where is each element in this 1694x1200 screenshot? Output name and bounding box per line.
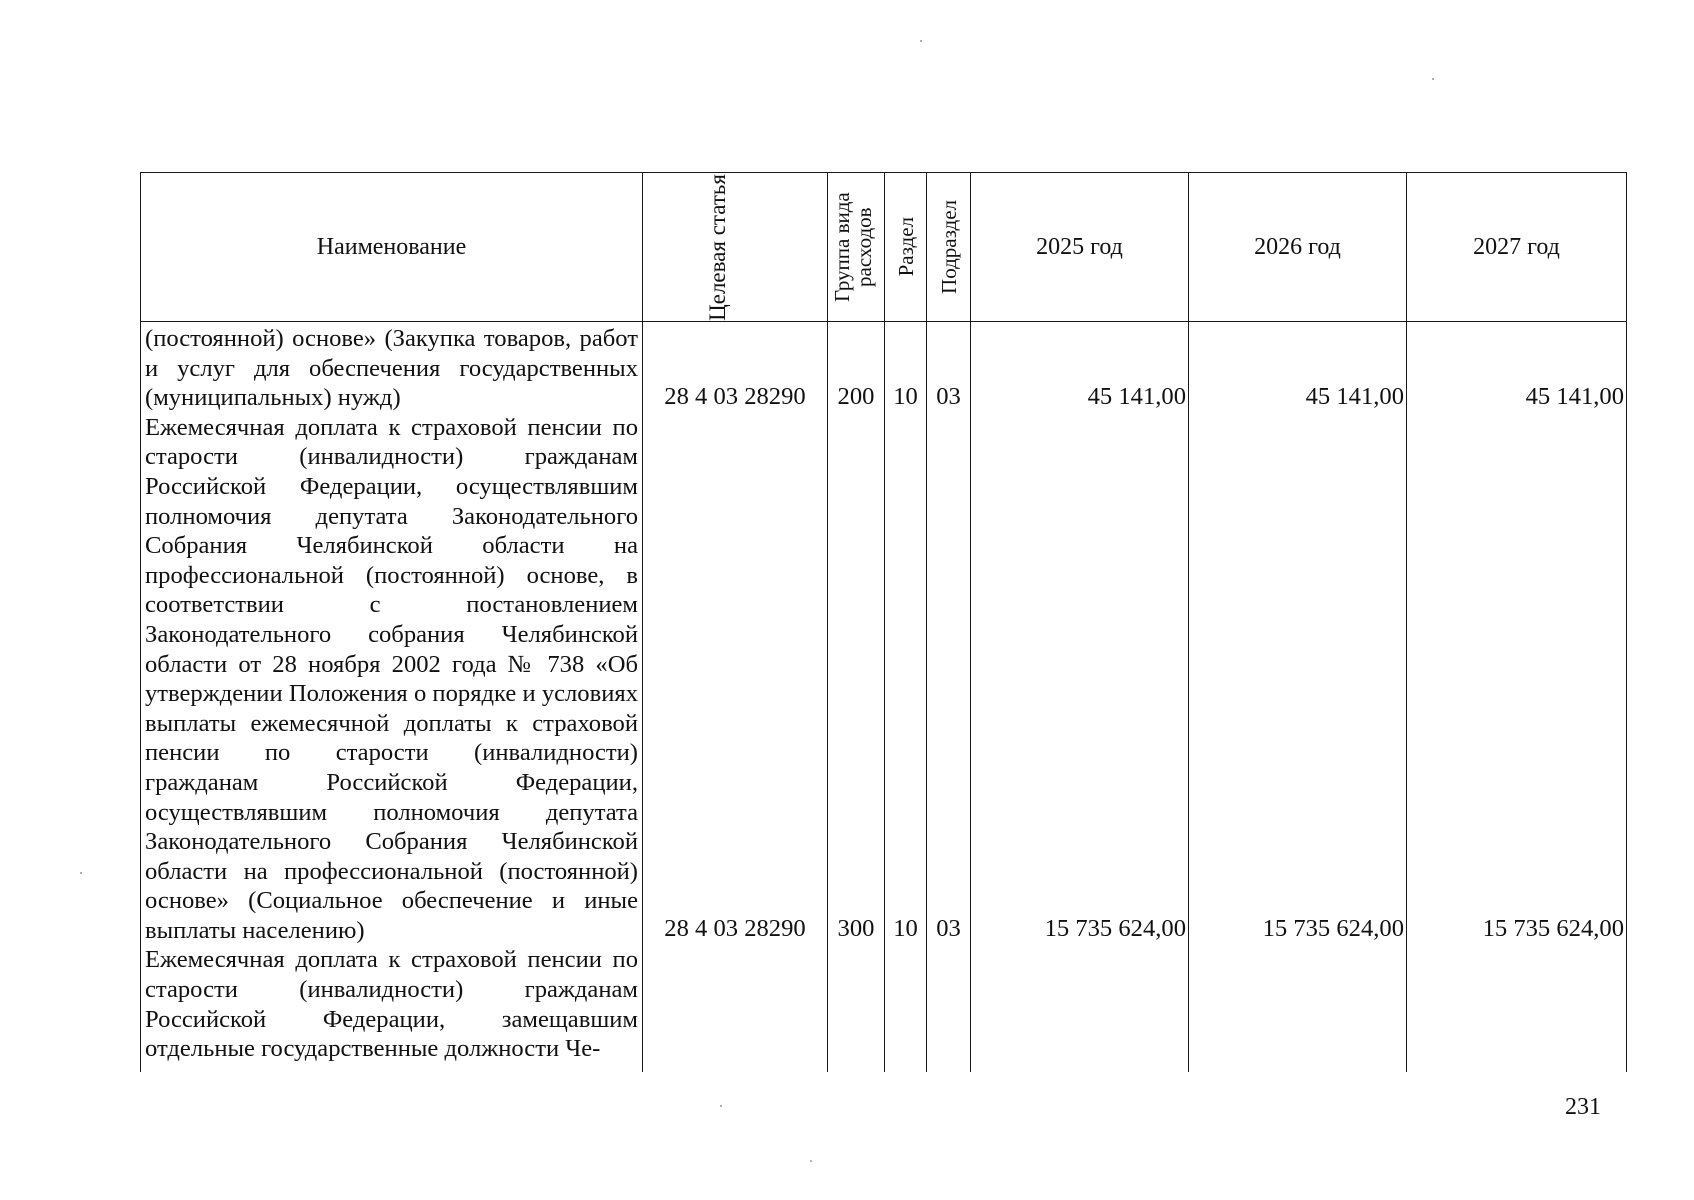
subsection-value: 03 bbox=[936, 383, 961, 410]
header-section bbox=[885, 173, 927, 322]
year-2025-cell bbox=[971, 322, 1189, 1073]
header-row bbox=[141, 173, 1627, 322]
year-2025-value: 15 735 624,00 bbox=[1044, 915, 1186, 942]
header-year-2026 bbox=[1189, 173, 1407, 322]
header-year-2025 bbox=[971, 173, 1189, 322]
header-year-2027 bbox=[1407, 173, 1627, 322]
header-expense-group-label: Группа вида расходов bbox=[830, 192, 876, 302]
page-number: 231 bbox=[1565, 1094, 1601, 1120]
section-cell bbox=[885, 322, 927, 1073]
year-2026-value: 15 735 624,00 bbox=[1262, 915, 1404, 942]
section-value: 10 bbox=[893, 383, 918, 410]
name-text bbox=[145, 324, 638, 1064]
header-year-2027-label: 2027 год bbox=[1473, 233, 1560, 260]
year-2027-value: 45 141,00 bbox=[1525, 383, 1624, 410]
section-value: 10 bbox=[893, 915, 918, 942]
year-2027-value: 15 735 624,00 bbox=[1482, 915, 1624, 942]
header-year-2026-label: 2026 год bbox=[1254, 233, 1341, 260]
header-subsection bbox=[927, 173, 971, 322]
scan-speck bbox=[1432, 78, 1434, 80]
header-section-label: Раздел bbox=[893, 217, 918, 277]
subsection-value: 03 bbox=[936, 915, 961, 942]
name-paragraph: Ежемесячная доплата к страховой пенсии по старости (инвалидности) гражданам Российской Федерации, замещавшим отдельные государственные должности Че- bbox=[145, 946, 638, 1063]
name-paragraph: (постоянной) основе» (Закупка товаров, работ и услуг для обеспечения государственных (муниципальных) нужд) bbox=[145, 325, 638, 412]
name-paragraph: Ежемесячная доплата к страховой пенсии по старости (инвалидности) гражданам Российской Федерации, осуществлявшим полномочия депутата Законодательного Собрания Челябинской области на профессиональной (постоянной) основе, в соответствии с постановлением Законодательного собрания Челябинской области от 28 ноября 2002 года № 738 «Об утверждении Положения о порядке и условиях выплаты ежемесячной доплаты к страховой пенсии по старости (инвалидности) гражданам Российской Федерации, осуществлявшим полномочия депутата Законодательного Собрания Челябинской области на профессиональной (постоянной) основе» (Социальное обеспечение и иные выплаты населению) bbox=[145, 413, 638, 944]
header-year-2025-label: 2025 год bbox=[1036, 233, 1123, 260]
subsection-cell bbox=[927, 322, 971, 1073]
header-target-article bbox=[643, 173, 828, 322]
scan-speck bbox=[810, 1160, 812, 1162]
year-2026-value: 45 141,00 bbox=[1305, 383, 1404, 410]
scan-speck bbox=[920, 40, 922, 42]
scan-speck bbox=[80, 872, 82, 874]
header-expense-group bbox=[828, 173, 885, 322]
expense-group-value: 300 bbox=[837, 915, 875, 942]
header-name bbox=[141, 173, 643, 322]
name-cell bbox=[141, 322, 643, 1073]
target-article-value: 28 4 03 28290 bbox=[664, 383, 806, 410]
header-subsection-label: Подраздел bbox=[936, 200, 961, 294]
header-name-label: Наименование bbox=[316, 233, 467, 260]
expense-group-value: 200 bbox=[837, 383, 875, 410]
target-article-value: 28 4 03 28290 bbox=[664, 915, 806, 942]
year-2025-value: 45 141,00 bbox=[1087, 383, 1186, 410]
target-article-cell bbox=[643, 322, 828, 1073]
header-target-article-label: Целевая статья bbox=[705, 173, 730, 321]
budget-table bbox=[140, 172, 1627, 1072]
scan-speck bbox=[720, 1105, 722, 1107]
year-2026-cell bbox=[1189, 322, 1407, 1073]
table-body-row bbox=[141, 322, 1627, 1073]
expense-group-cell bbox=[828, 322, 885, 1073]
year-2027-cell bbox=[1407, 322, 1627, 1073]
